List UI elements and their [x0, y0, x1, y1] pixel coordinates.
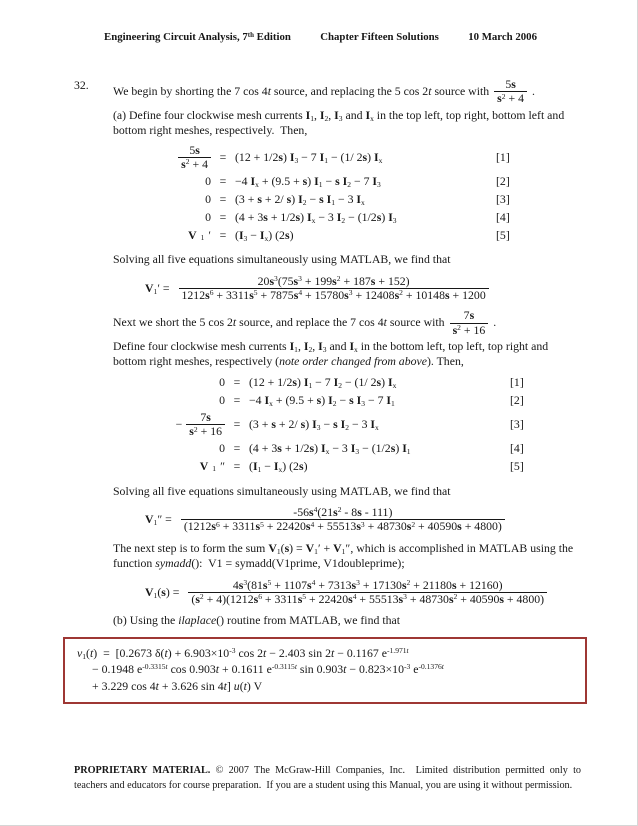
equation-row: − $\frac{7s}{s^2 + 16}$ = (3 + s + 2/ s) $I_3 - s$ $I_2 - 3$ $I_x$ [3]	[145, 411, 579, 438]
solving-text-1: Solving all five equations simultaneously using MATLAB, we find that	[113, 252, 451, 267]
result-v1prime	[145, 275, 579, 302]
equation-row	[145, 144, 579, 171]
result-v1doubleprime	[145, 506, 579, 533]
copyright-footer: PROPRIETARY MATERIAL. © 2007 The McGraw-Hill Companies, Inc. Limited distribution permitted only to teachers and educators for course preparation. If you are a student using this Manual, you are using it without permission.	[74, 765, 581, 791]
equation-row: 0 = (4 + 3s + 1/2s) $I_x - 3$ $I_2 - (1/2s)$ $I_3$ [4]	[205, 209, 510, 225]
boxed-answer-line-2: − 0.1948 $e^{-0.3315t}$ cos 0.903t + 0.1611 $e^{-0.3115t}$ $\sin 0.903t - 0.823\times 10^{-3}$ $e^{-0.1376t}$	[92, 662, 444, 677]
fraction: $\frac{7s}{s^2 + 16}$	[186, 411, 225, 438]
equation-row: V $_1$ ″ = $(I_1 - I_x)$ (2s) [5]	[199, 459, 524, 475]
fraction: $-56s^4(21s^2 - 8s - 111)$ $(1212s^6 + 3311s^5 + 22420s^4 + 55513s^3 + 48730s^2 + 40590s + 4800)$	[181, 506, 505, 533]
equation-row: 0 = (3 + s + 2/ s) $I_2 - s$ $I_1 - 3$ $I_x$ [3]	[205, 191, 510, 207]
result-box	[63, 637, 587, 705]
problem-body	[77, 77, 579, 704]
result-label: $V_1''$ =	[145, 512, 172, 528]
equation-row: V $_1$ ′ = $(I_3 - I_x)$ (2s) [5]	[188, 227, 510, 243]
result-v1s	[145, 579, 579, 606]
inline-fraction-5s: $\frac{5s}{s^2 + 4}$	[494, 78, 527, 105]
equation-rhs: (12 + 1/2s) $I_3 - 7$ $I_1 - (1/$ 2s) $I_x$	[235, 149, 383, 165]
inline-fraction-7s: $\frac{7s}{s^2 + 16}$	[450, 309, 489, 336]
fraction: $\frac{20s^3(75s^3 + 199s^2 + 187s + 152)}{1212s^6 + 3311s^5 + 7875s^4 + 15780s^3 + 12408s^2 + 10148s + 1200}$	[179, 275, 489, 302]
minus-sign: −	[175, 416, 183, 431]
solving-text-2: Solving all five equations simultaneously using MATLAB, we find that	[113, 483, 451, 498]
equation-row: 0 = (12 + 1/2s) $I_1 - 7$ $I_2 - (1/$ 2s) $I_x$ [1]	[219, 374, 524, 391]
next-short-text: Next we short the 5 cos 2t source, and replace the 7 cos 4t source with	[113, 315, 445, 330]
equation-lhs	[145, 144, 211, 171]
page-header	[0, 0, 637, 44]
header-chapter-title: Chapter Fifteen Solutions	[320, 31, 439, 43]
next-step-text: The next step is to form the sum $V_1(s) = V_1' + V_1''$, which is accomplished in MATLAB using the function symadd(): V1 = symadd(V1prime, V1doubleprime);	[113, 540, 574, 571]
equation-ref: [1]	[496, 149, 510, 164]
boxed-answer-line-3: + 3.229 cos 4t + 3.626 sin 4t] u(t) V	[92, 678, 263, 693]
page-body	[0, 44, 637, 704]
header-book-title: Engineering Circuit Analysis, 7th Edition	[104, 31, 291, 43]
problem-32	[74, 78, 579, 704]
part-a-text: (a) Define four clockwise mesh currents $I_1$, $I_2$, $I_3$ and $I_x$ in the top left, top right, bottom left and bottom right meshes, respectively. Then,	[113, 107, 565, 138]
intro-sentence	[113, 78, 579, 105]
sentence-period: .	[493, 315, 497, 330]
sentence-period: .	[532, 84, 535, 99]
equation-set-1	[145, 144, 579, 244]
fraction: $\frac{5s}{s^2 + 4}$	[178, 144, 211, 171]
problem-number: 32.	[74, 78, 89, 93]
header-date: 10 March 2006	[468, 31, 537, 43]
result-label: $V_1'$ =	[145, 280, 170, 297]
result-label: $V_1(s)$ =	[145, 584, 180, 600]
equation-row: 0 = −4 $I_x + (9.5 + s) I_1 - s$ $I_2 - 7$ $I_3$ [2]	[205, 173, 510, 189]
fraction: $4s^3(81s^5 + 1107s^4 + 7313s^3 + 17130s^2 + 21180s + 12160)$ $(s^2 + 4)(1212s^6 + 3311s^5 + 22420s^4 + 55513s^3 + 48730s^2 + 40590s + 4800)$	[188, 579, 547, 606]
equation-row: 0 = (4 + 3s + 1/2s) $I_x - 3$ $I_3 - (1/2s)$ $I_1$ [4]	[219, 440, 524, 457]
equals-sign: =	[219, 149, 227, 164]
part-b-text: (b) Using the ilaplace() routine from MATLAB, we find that	[113, 613, 401, 628]
intro-text: We begin by shorting the 7 cos 4t source, and replacing the 5 cos 2t source with	[113, 84, 490, 99]
next-short-sentence	[113, 309, 579, 336]
boxed-answer-line-1: $v_1(t) = [0.2673$ $\delta(t) + 6.903\times 10^{-3}$ cos 2t − 2.403 sin 2t − 0.1167 $e^{-1.971t}$	[77, 645, 409, 661]
define-meshes-2-text: Define four clockwise mesh currents $I_1$, $I_2$, $I_3$ and $I_x$ in the bottom left, top left, top right and bottom right meshes, respectively (note order changed from above). Then,	[113, 338, 549, 369]
equation-lhs	[145, 411, 225, 438]
equation-set-2	[145, 375, 579, 475]
equation-row: 0 = −4 $I_x + (9.5 + s) I_2 - s$ $I_3 - 7$ $I_1$ [2]	[219, 393, 524, 409]
